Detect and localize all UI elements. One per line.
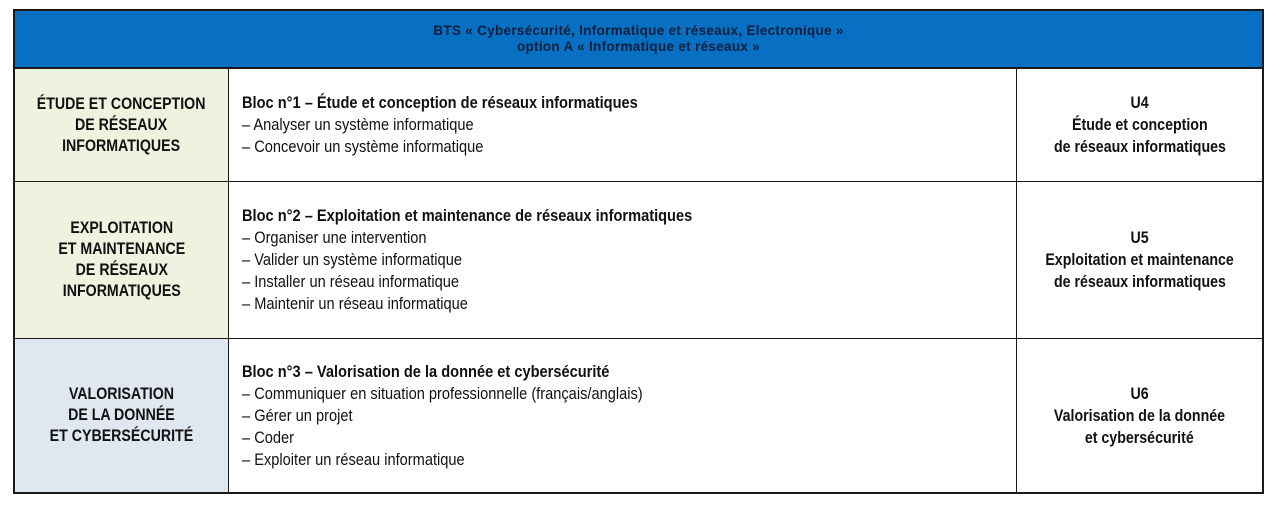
competence-item: – Installer un réseau informatique — [242, 272, 459, 291]
competence-item: – Organiser une intervention — [242, 228, 427, 247]
unit-cell — [1017, 182, 1262, 338]
unit-code: U4 — [1130, 94, 1149, 112]
domain-line: DE LA DONNÉE — [68, 406, 175, 424]
competence-item: – Analyser un système informatique — [242, 115, 474, 134]
unit-name-line: Exploitation et maintenance — [1045, 251, 1234, 269]
table-header — [15, 11, 1262, 69]
competence-item: – Gérer un projet — [242, 405, 353, 425]
unit-name-line: de réseaux informatiques — [1053, 138, 1226, 156]
unit-code: U5 — [1130, 229, 1149, 247]
unit-cell — [1017, 339, 1262, 492]
competence-item: – Coder — [242, 427, 295, 447]
domain-cell — [15, 339, 229, 492]
domain-line: ÉTUDE ET CONCEPTION — [37, 94, 206, 113]
bloc-cell — [229, 339, 1017, 492]
competence-item: – Maintenir un réseau informatique — [242, 294, 468, 313]
table-row — [15, 339, 1262, 492]
table-row — [15, 69, 1262, 182]
domain-line: VALORISATION — [68, 385, 175, 403]
bloc-cell — [229, 69, 1017, 181]
competence-item: – Exploiter un réseau informatique — [242, 449, 465, 469]
bloc-title: Bloc n°3 – Valorisation de la donnée et cybersécurité — [242, 361, 610, 381]
competence-item: – Valider un système informatique — [242, 250, 462, 269]
unit-code: U6 — [1130, 384, 1149, 403]
domain-line: ET CYBERSÉCURITÉ — [49, 427, 194, 445]
bloc-title: Bloc n°1 – Étude et conception de réseaux informatiques — [242, 93, 638, 112]
domain-line: INFORMATIQUES — [62, 282, 181, 300]
bloc-cell — [229, 182, 1017, 338]
domain-cell — [15, 69, 229, 181]
unit-cell — [1017, 69, 1262, 181]
domain-line: ET MAINTENANCE — [58, 240, 185, 258]
domain-cell — [15, 182, 229, 338]
bloc-title: Bloc n°2 – Exploitation et maintenance de réseaux informatiques — [242, 206, 693, 225]
header-subtitle: option A « Informatique et réseaux » — [516, 39, 761, 54]
domain-line: INFORMATIQUES — [62, 136, 181, 155]
competence-item: – Concevoir un système informatique — [242, 137, 484, 156]
header-title: BTS « Cybersécurité, Informatique et réseaux, Electronique » — [433, 23, 844, 38]
unit-name-line: et cybersécurité — [1085, 428, 1194, 447]
competence-item: – Communiquer en situation professionnelle (français/anglais) — [242, 383, 643, 403]
unit-name-line: Étude et conception — [1071, 116, 1208, 134]
unit-name-line: de réseaux informatiques — [1053, 273, 1226, 291]
domain-line: DE RÉSEAUX — [75, 115, 168, 134]
table-row — [15, 182, 1262, 339]
domain-line: DE RÉSEAUX — [75, 261, 168, 279]
unit-name-line: Valorisation de la donnée — [1053, 406, 1226, 425]
bts-blocks-table — [13, 9, 1264, 494]
domain-line: EXPLOITATION — [70, 219, 173, 237]
